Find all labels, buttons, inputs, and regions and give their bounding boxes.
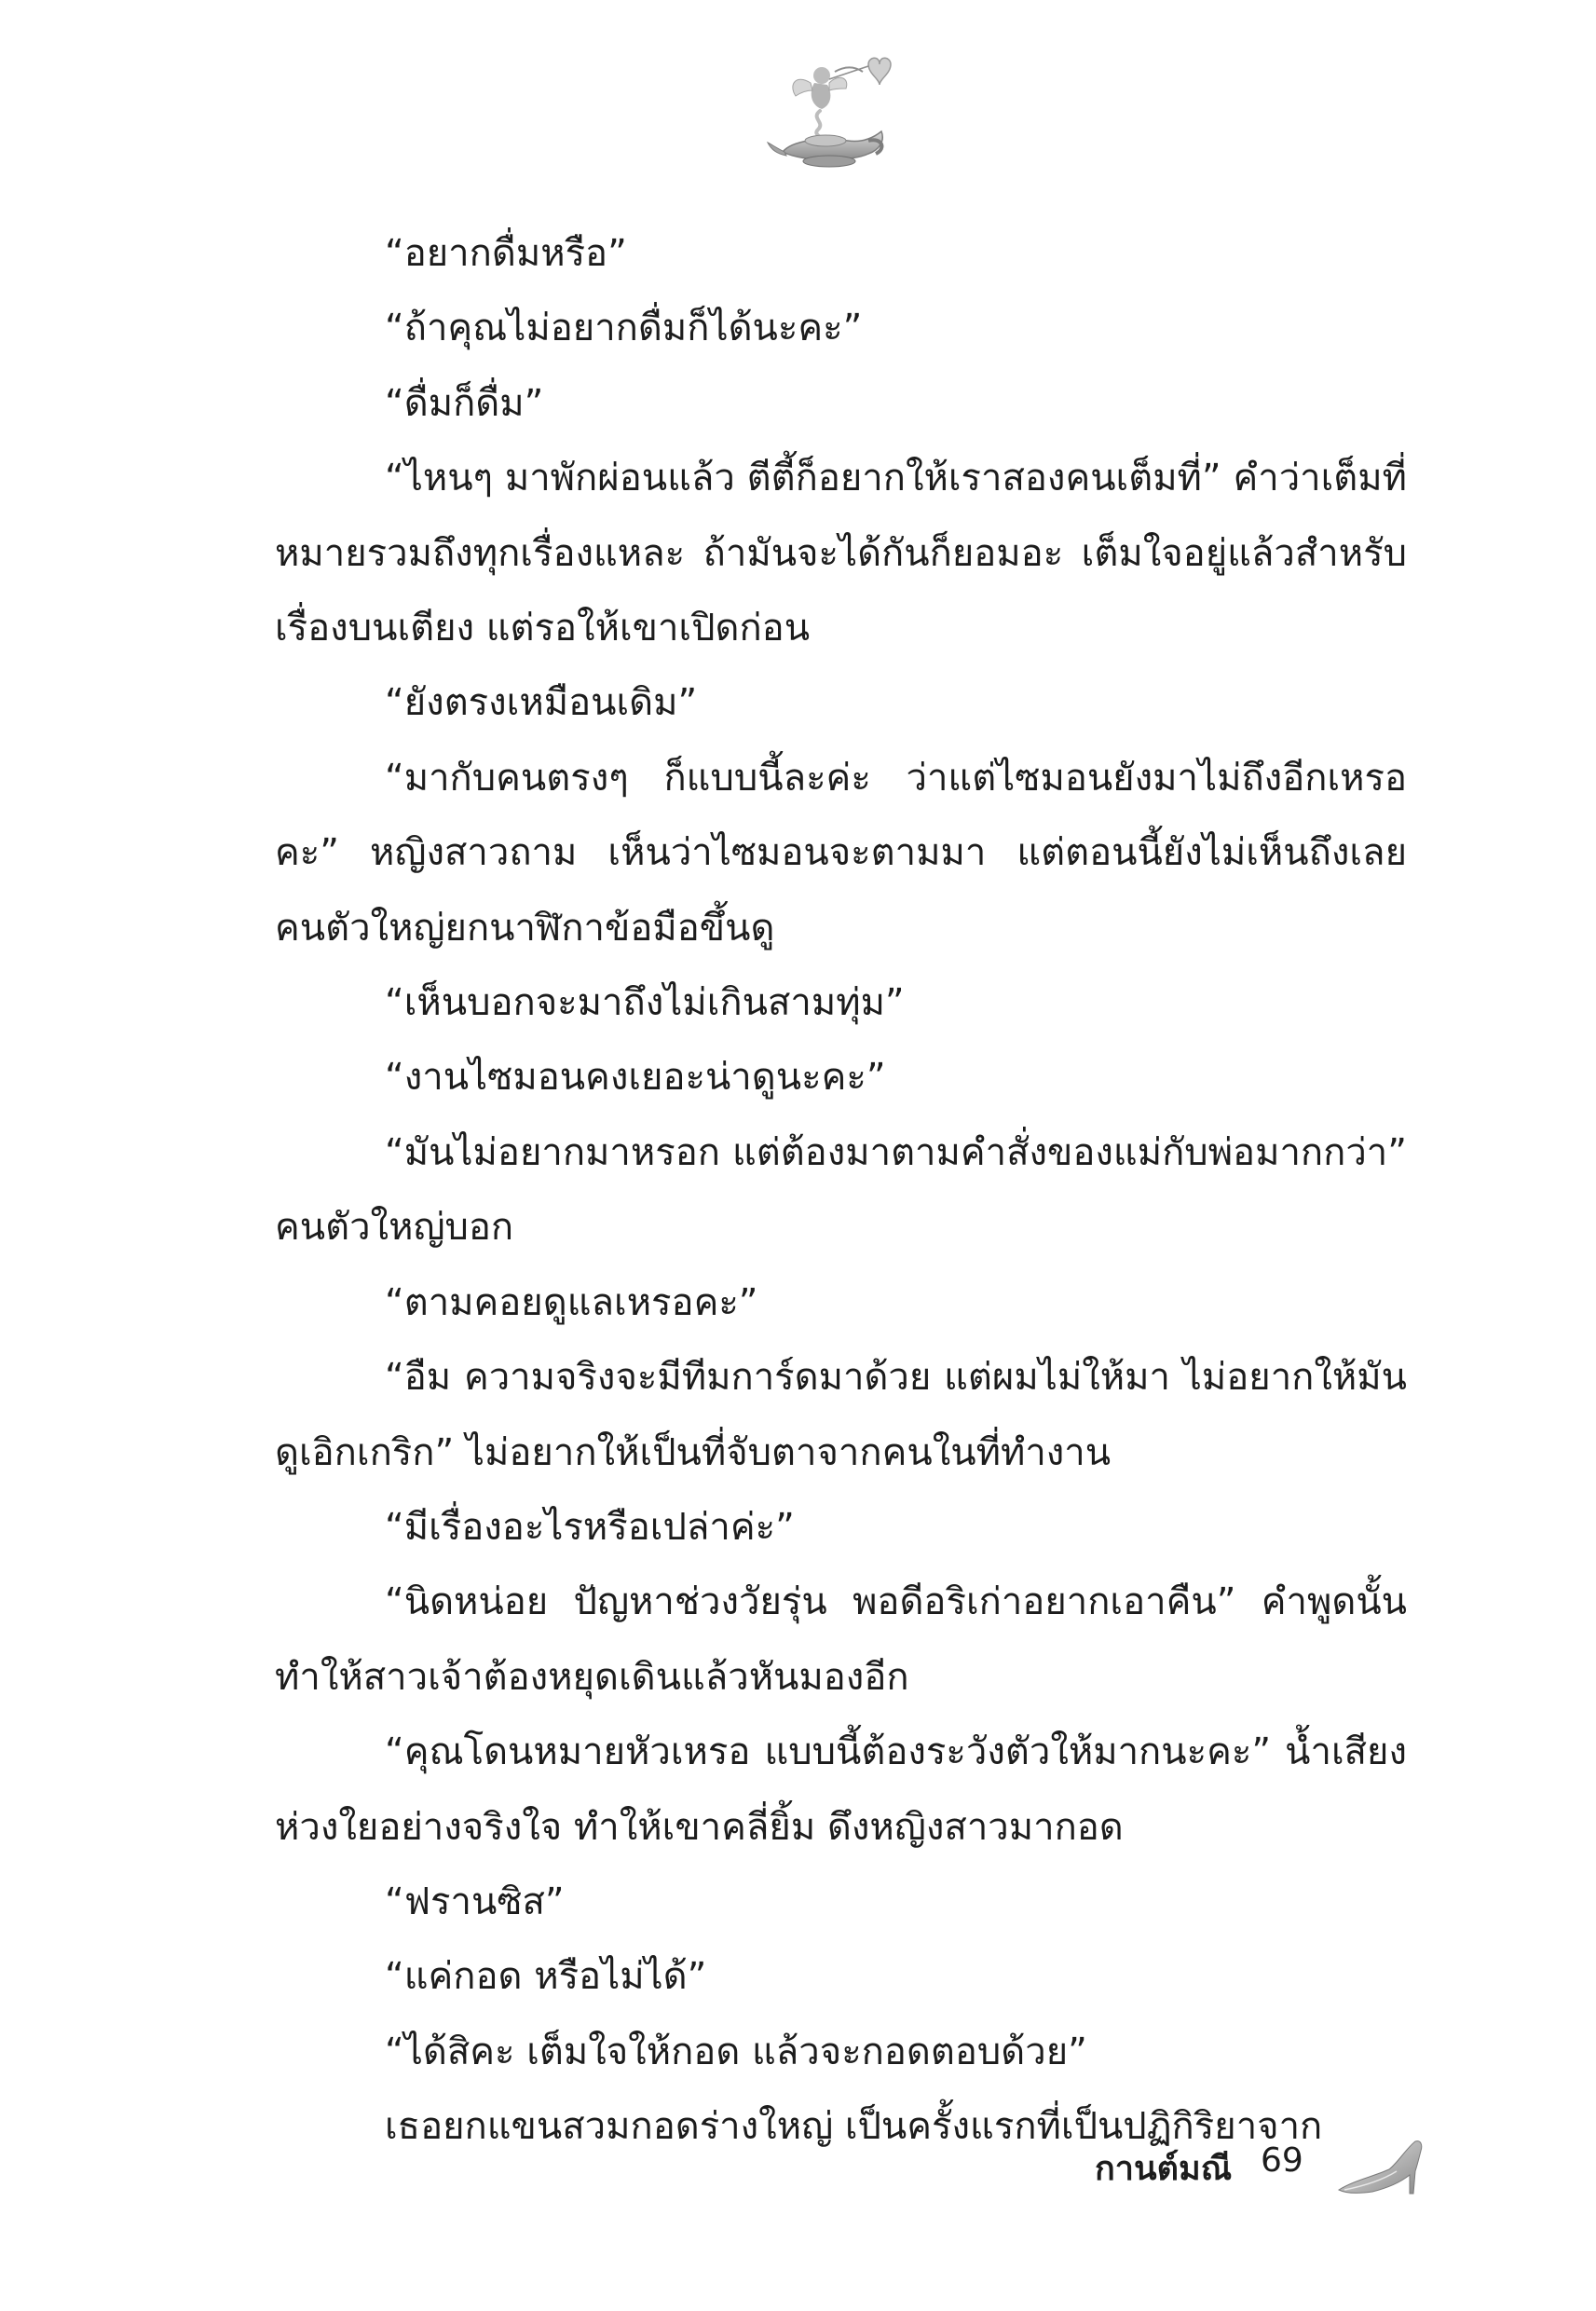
paragraph: เธอยกแขนสวมกอดร่างใหญ่ เป็นครั้งแรกที่เป็นปฏิกิริยาจาก: [385, 2105, 1323, 2149]
paragraph: “งานไซมอนคงเยอะน่าดูนะคะ”: [385, 1056, 886, 1100]
paragraph: “คุณโดนหมายหัวเหรอ แบบนี้ต้องระวังตัวให้มากนะคะ” น้ำเสียงห่วงใยอย่างจริงใจ ทำให้เขาคลี่ยิ้ม ดึงหญิงสาวมากอด: [275, 1730, 1407, 1849]
paragraph: “เห็นบอกจะมาถึงไม่เกินสามทุ่ม”: [385, 981, 905, 1025]
page-footer: [1095, 2134, 1430, 2218]
genie-lamp-cupid-icon: [764, 51, 904, 172]
paragraph: “ยังตรงเหมือนเดิม”: [385, 681, 698, 725]
paragraph: “ฟรานซิส”: [385, 1880, 565, 1923]
page-number: 69: [1261, 2141, 1303, 2180]
paragraph: “มันไม่อยากมาหรอก แต่ต้องมาตามคำสั่งของแม่กับพ่อมากกว่า” คนตัวใหญ่บอก: [275, 1130, 1407, 1250]
paragraph: “อืม ความจริงจะมีทีมการ์ดมาด้วย แต่ผมไม่ให้มา ไม่อยากให้มันดูเอิกเกริก” ไม่อยากให้เป็นที่จับตาจากคนในที่ทำงาน: [275, 1356, 1407, 1474]
paragraph: “ตามคอยดูแลเหรอคะ”: [385, 1280, 758, 1324]
paragraph: “มีเรื่องอะไรหรือเปล่าค่ะ”: [385, 1505, 795, 1549]
paragraph: “ถ้าคุณไม่อยากดื่มก็ได้นะคะ”: [385, 307, 863, 350]
body-text: [275, 216, 1407, 2165]
paragraph: “มากับคนตรงๆ ก็แบบนี้ละค่ะ ว่าแต่ไซมอนยังมาไม่ถึงอีกเหรอคะ” หญิงสาวถาม เห็นว่าไซมอนจะตามมา แต่ตอนนี้ยังไม่เห็นถึงเลย คนตัวใหญ่ยกนาฬิกาข้อมือขึ้นดู: [275, 756, 1407, 950]
book-title: กานต์มณี: [1095, 2150, 1233, 2188]
paragraph: “ไหนๆ มาพักผ่อนแล้ว ตีตี้ก็อยากให้เราสองคนเต็มที่” คำว่าเต็มที่หมายรวมถึงทุกเรื่องแหละ ถ้ามันจะได้กันก็ยอมอะ เต็มใจอยู่แล้วสำหรับเรื่องบนเตียง แต่รอให้เขาเปิดก่อน: [275, 457, 1407, 650]
paragraph: “ได้สิคะ เต็มใจให้กอด แล้วจะกอดตอบด้วย”: [385, 2030, 1087, 2073]
paragraph: “แค่กอด หรือไม่ได้”: [385, 1955, 707, 1999]
paragraph: “ดื่มก็ดื่ม”: [385, 381, 544, 425]
paragraph: “นิดหน่อย ปัญหาช่วงวัยรุ่น พอดีอริเก่าอยากเอาคืน” คำพูดนั้นทำให้สาวเจ้าต้องหยุดเดินแล้วหันมองอีก: [275, 1580, 1407, 1699]
glass-slipper-icon: [1335, 2134, 1428, 2199]
paragraph: “อยากดื่มหรือ”: [385, 232, 627, 275]
